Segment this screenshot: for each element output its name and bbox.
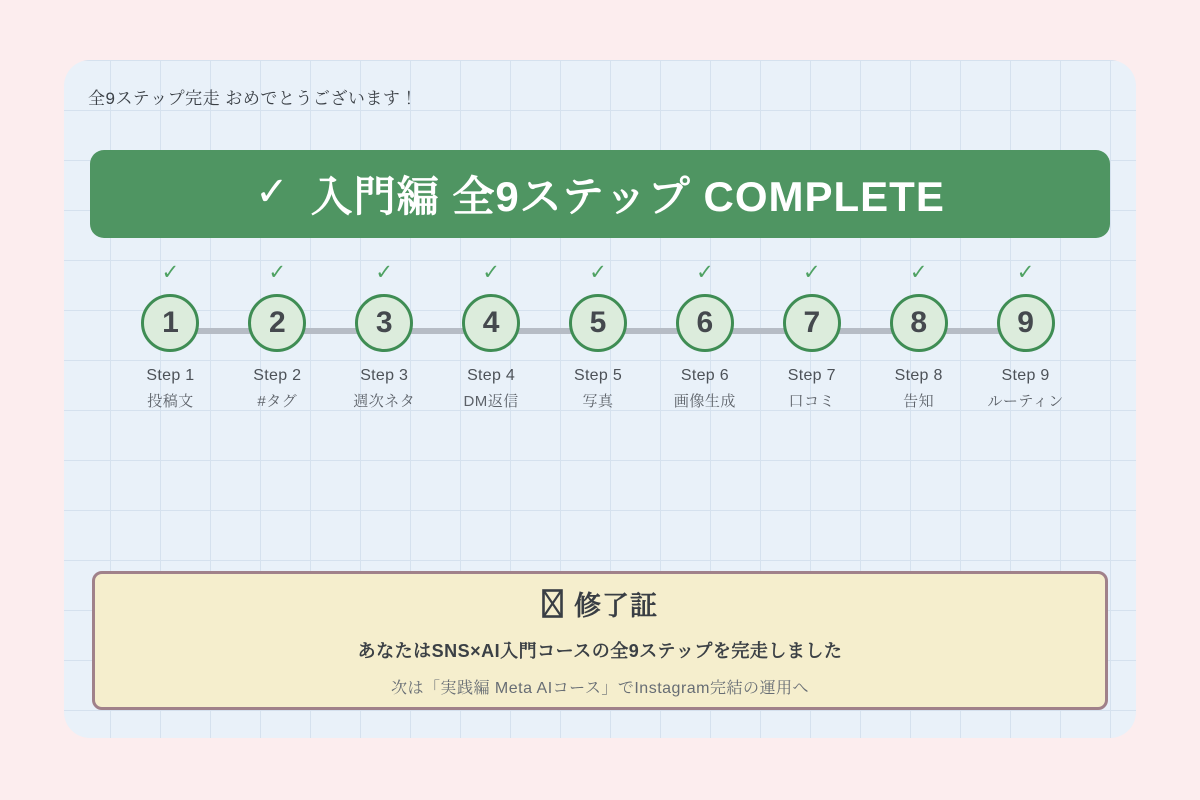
check-icon: ✓ [802, 261, 821, 284]
check-icon: ✓ [1016, 261, 1035, 284]
step-circle: 6 [676, 294, 734, 352]
step-item-7 [758, 260, 865, 411]
step-item-4 [438, 260, 545, 411]
step-label: 写真 [582, 393, 614, 410]
check-icon: ✓ [909, 261, 928, 284]
step-circle: 8 [890, 294, 948, 352]
step-circle: 4 [462, 294, 520, 352]
complete-banner [90, 150, 1110, 238]
step-name: Step 2 [253, 367, 302, 384]
step-item-2 [224, 260, 331, 411]
check-icon: ✓ [696, 261, 714, 284]
check-icon: ✓ [375, 261, 394, 284]
step-label: DM返信 [463, 393, 519, 410]
complete-banner-label: 入門編 全9ステップ COMPLETE [310, 173, 945, 220]
step-circle: 1 [141, 294, 199, 352]
step-label: 告知 [903, 393, 935, 410]
check-icon: ✓ [589, 261, 607, 284]
congrats-message: 全9ステップ完走 おめでとうございます！ [88, 89, 418, 108]
step-circle: 7 [783, 294, 841, 352]
missing-glyph-tofu-icon [542, 589, 563, 618]
step-circle: 5 [569, 294, 627, 352]
step-label: ルーティン [987, 393, 1064, 410]
step-name: Step 7 [787, 367, 836, 384]
check-icon: ✓ [482, 261, 500, 284]
certificate-next-step-text: 次は「実践編 Meta AIコース」でInstagram完結の運用へ [390, 679, 810, 697]
step-item-3 [331, 260, 438, 411]
step-item-5 [545, 260, 652, 411]
step-name: Step 4 [467, 367, 516, 384]
step-name: Step 8 [894, 367, 943, 384]
step-item-9 [972, 260, 1079, 411]
step-circle: 3 [355, 294, 413, 352]
step-label: 投稿文 [147, 393, 194, 410]
step-name: Step 3 [360, 367, 409, 384]
certificate-title: 修了証 [574, 590, 658, 621]
step-item-8 [865, 260, 972, 411]
check-icon: ✓ [161, 261, 180, 284]
check-icon: ✓ [268, 261, 287, 284]
step-name: Step 5 [573, 367, 623, 384]
step-item-6 [651, 260, 758, 411]
certificate-title-row [542, 584, 658, 623]
step-circle: 2 [248, 294, 306, 352]
steps-row [117, 260, 1079, 411]
certificate-card [92, 571, 1108, 710]
step-name: Step 6 [680, 367, 729, 384]
step-name: Step 9 [1001, 367, 1050, 384]
step-name: Step 1 [146, 367, 195, 384]
step-progress-tracker [117, 260, 1079, 420]
check-icon: ✓ [255, 170, 289, 214]
step-label: 画像生成 [673, 393, 736, 410]
step-item-1 [117, 260, 224, 411]
certificate-body-text: あなたはSNS×AI入門コースの全9ステップを完走しました [357, 640, 843, 661]
step-label: 口コミ [788, 393, 836, 410]
step-label: #タグ [257, 393, 298, 410]
step-circle: 9 [997, 294, 1055, 352]
step-label: 週次ネタ [353, 393, 416, 410]
